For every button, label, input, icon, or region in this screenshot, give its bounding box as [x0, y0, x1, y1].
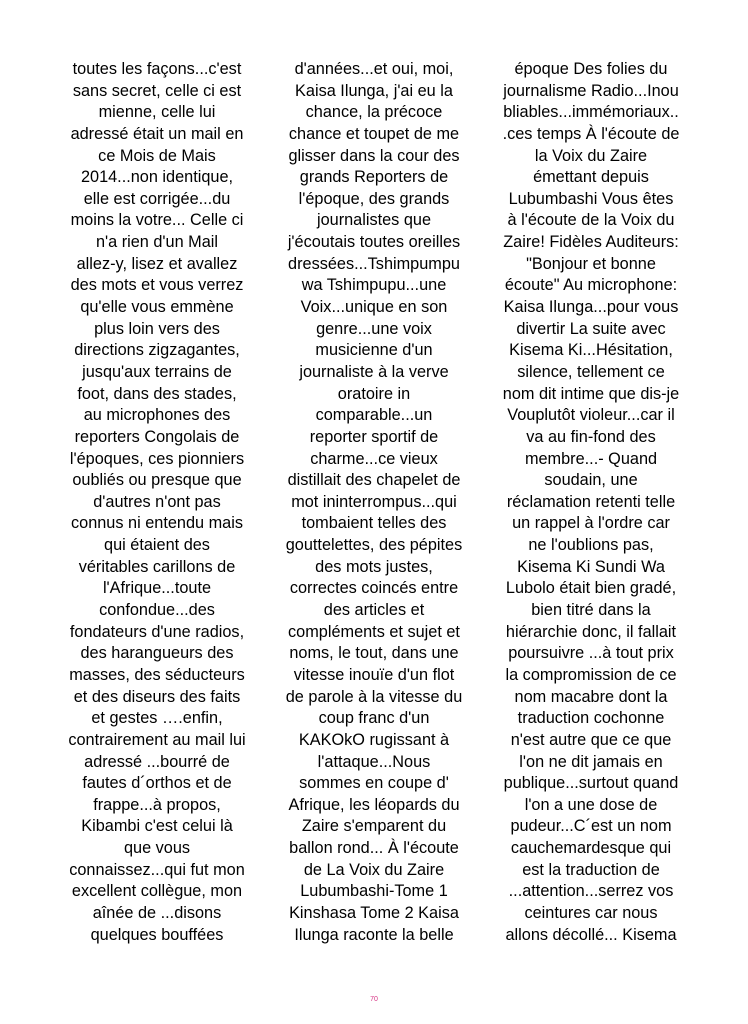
- text-line: réclamation retenti telle: [506, 492, 676, 511]
- text-line: l'époques, ces pionniers: [69, 449, 245, 468]
- text-line: pudeur...C´est un nom: [510, 817, 672, 836]
- text-line: oratoire in: [337, 384, 411, 403]
- text-line: de La Voix du Zaire: [303, 860, 445, 879]
- text-line: publique...surtout quand: [503, 774, 679, 793]
- text-line: 2014...non identique,: [80, 168, 234, 187]
- text-line: reporters Congolais de: [74, 427, 240, 446]
- text-line: de parole à la vitesse du: [285, 687, 463, 706]
- text-line: coup franc d'un: [318, 709, 430, 728]
- text-line: bien titré dans la: [531, 601, 651, 620]
- text-line: bliables...immémoriaux..: [503, 103, 679, 122]
- text-line: la Voix du Zaire: [534, 146, 648, 165]
- text-line: époque Des folies du: [514, 60, 668, 78]
- text-line: à l'écoute de la Voix du: [507, 211, 675, 230]
- text-line: Kaisa Ilunga, j'ai eu la: [295, 81, 453, 100]
- text-line: reporter sportif de: [309, 427, 439, 446]
- text-line: Kibambi c'est celui là: [81, 817, 233, 836]
- text-line: tombaient telles des: [301, 514, 447, 533]
- text-line: soudain, une: [544, 471, 638, 490]
- text-line: Zaire s'emparent du: [301, 817, 447, 836]
- text-line: traduction cochonne: [517, 709, 665, 728]
- text-line: foot, dans des stades,: [77, 384, 237, 403]
- text-line: distillait des chapelet de: [287, 471, 461, 490]
- text-line: moins la votre... Celle ci: [70, 211, 244, 230]
- text-line: vitesse inouïe d'un flot: [293, 665, 455, 684]
- text-line: j'écoutais toutes oreilles: [287, 233, 461, 252]
- text-line: toutes les façons...c'est: [72, 60, 242, 78]
- text-line: noms, le tout, dans une: [289, 644, 459, 663]
- text-line: masses, des séducteurs: [69, 665, 245, 684]
- text-line: fautes d´orthos et de: [82, 774, 232, 793]
- text-line: divertir La suite avec: [516, 319, 666, 338]
- text-line: journaliste à la verve: [299, 362, 449, 381]
- text-column-1: [56, 59, 258, 946]
- text-line: allez-y, lisez et avallez: [76, 254, 238, 273]
- text-line: ballon rond... À l'écoute: [289, 839, 459, 858]
- text-line: connaissez...qui fut mon: [69, 860, 245, 879]
- text-line: Kisema Ki Sundi Wa: [517, 557, 665, 576]
- text-line: nom macabre dont la: [514, 687, 668, 706]
- text-line: des mots et vous verrez: [70, 276, 244, 295]
- text-line: Kaisa Ilunga...pour vous: [503, 298, 679, 317]
- text-line: journalistes que: [316, 211, 432, 230]
- text-line: des mots justes,: [315, 557, 433, 576]
- text-line: Vouplutôt violeur...car il: [507, 406, 675, 425]
- text-line: grands Reporters de: [299, 168, 449, 187]
- text-line: gouttelettes, des pépites: [285, 536, 463, 555]
- text-line: wa Tshimpupu...une: [301, 276, 447, 295]
- text-line: ne l'oublions pas,: [528, 536, 654, 555]
- text-line: glisser dans la cour des: [288, 146, 460, 165]
- text-line: correctes coincés entre: [289, 579, 459, 598]
- text-line: KAKOkO rugissant à: [298, 730, 450, 749]
- text-line: va au fin-fond des: [526, 427, 656, 446]
- text-line: qu'elle vous emmène: [80, 298, 234, 317]
- text-line: véritables carillons de: [78, 557, 236, 576]
- text-line: ...attention...serrez vos: [508, 882, 674, 901]
- text-line: fondateurs d'une radios,: [69, 622, 245, 641]
- text-line: l'Afrique...toute: [102, 579, 212, 598]
- text-line: est la traduction de: [522, 860, 660, 879]
- text-line: écoute" Au microphone:: [504, 276, 678, 295]
- text-line: Voix...unique en son: [300, 298, 448, 317]
- text-line: d'autres n'ont pas: [93, 492, 221, 511]
- text-line: et des diseurs des faits: [73, 687, 241, 706]
- text-line: que vous: [123, 839, 191, 858]
- text-line: et gestes ….enfin,: [91, 709, 223, 728]
- text-line: frappe...à propos,: [93, 795, 221, 814]
- text-line: confondue...des: [99, 601, 215, 620]
- text-line: sommes en coupe d': [299, 774, 449, 793]
- text-line: ceintures car nous: [524, 903, 658, 922]
- text-line: mot ininterrompus...qui: [291, 492, 457, 511]
- text-line: Afrique, les léopards du: [288, 795, 460, 814]
- text-line: des articles et: [323, 601, 425, 620]
- text-line: Lubumbashi Vous êtes: [508, 189, 674, 208]
- text-line: contrairement au mail lui: [68, 730, 246, 749]
- text-line: silence, tellement ce: [517, 362, 665, 381]
- text-line: poursuivre ...à tout prix: [508, 644, 674, 663]
- text-line: l'époque, des grands: [298, 189, 450, 208]
- text-line: Lubumbashi-Tome 1: [300, 882, 448, 901]
- text-line: comparable...un: [315, 406, 433, 425]
- text-line: dressées...Tshimpumpu: [288, 254, 460, 273]
- text-line: "Bonjour et bonne: [526, 254, 656, 273]
- text-line: ce Mois de Mais: [98, 146, 216, 165]
- text-line: l'attaque...Nous: [317, 752, 431, 771]
- text-line: Ilunga raconte la belle: [294, 925, 454, 944]
- text-line: chance, la précoce: [305, 103, 443, 122]
- text-line: .ces temps À l'écoute de: [502, 124, 680, 143]
- text-line: nom dit intime que dis-je: [502, 384, 680, 403]
- page-number: 70: [370, 996, 378, 1003]
- text-line: hiérarchie donc, il fallait: [505, 622, 677, 641]
- text-line: des harangueurs des: [80, 644, 234, 663]
- text-line: chance et toupet de me: [288, 124, 460, 143]
- text-line: adressé était un mail en: [70, 124, 244, 143]
- text-line: excellent collègue, mon: [71, 882, 243, 901]
- text-line: jusqu'aux terrains de: [82, 362, 232, 381]
- text-line: musicienne d'un: [315, 341, 433, 360]
- text-column-2: [273, 59, 475, 946]
- text-line: connus ni entendu mais: [71, 514, 243, 533]
- text-line: membre...- Quand: [524, 449, 658, 468]
- text-line: un rappel à l'ordre car: [512, 514, 670, 533]
- text-line: aînée de ...disons: [92, 903, 222, 922]
- text-column-3: [490, 59, 692, 946]
- text-line: l'on ne dit jamais en: [519, 752, 663, 771]
- text-line: émettant depuis: [533, 168, 649, 187]
- text-line: directions zigzagantes,: [74, 341, 240, 360]
- text-line: la compromission de ce: [505, 665, 677, 684]
- text-line: l'on a une dose de: [524, 795, 658, 814]
- text-line: elle est corrigée...du: [83, 189, 231, 208]
- text-line: n'est autre que ce que: [510, 730, 672, 749]
- text-line: genre...une voix: [316, 319, 432, 338]
- text-line: plus loin vers des: [94, 319, 220, 338]
- text-line: d'années...et oui, moi,: [294, 60, 454, 78]
- text-line: allons décollé... Kisema: [505, 925, 677, 944]
- text-line: charme...ce vieux: [310, 449, 438, 468]
- text-line: au microphones des: [83, 406, 231, 425]
- text-line: n'a rien d'un Mail: [95, 233, 219, 252]
- text-line: journalisme Radio...Inou: [503, 81, 679, 100]
- text-line: qui étaient des: [104, 536, 210, 555]
- text-line: Kisema Ki...Hésitation,: [509, 341, 673, 360]
- text-line: Zaire! Fidèles Auditeurs:: [503, 233, 679, 252]
- text-line: mienne, celle lui: [98, 103, 216, 122]
- text-line: compléments et sujet et: [288, 622, 460, 641]
- text-line: cauchemardesque qui: [510, 839, 672, 858]
- text-line: Lubolo était bien gradé,: [505, 579, 677, 598]
- text-line: Kinshasa Tome 2 Kaisa: [289, 903, 459, 922]
- text-line: oubliés ou presque que: [72, 471, 242, 490]
- text-line: quelques bouffées: [90, 925, 224, 944]
- text-line: adressé ...bourré de: [84, 752, 230, 771]
- text-line: sans secret, celle ci est: [72, 81, 242, 100]
